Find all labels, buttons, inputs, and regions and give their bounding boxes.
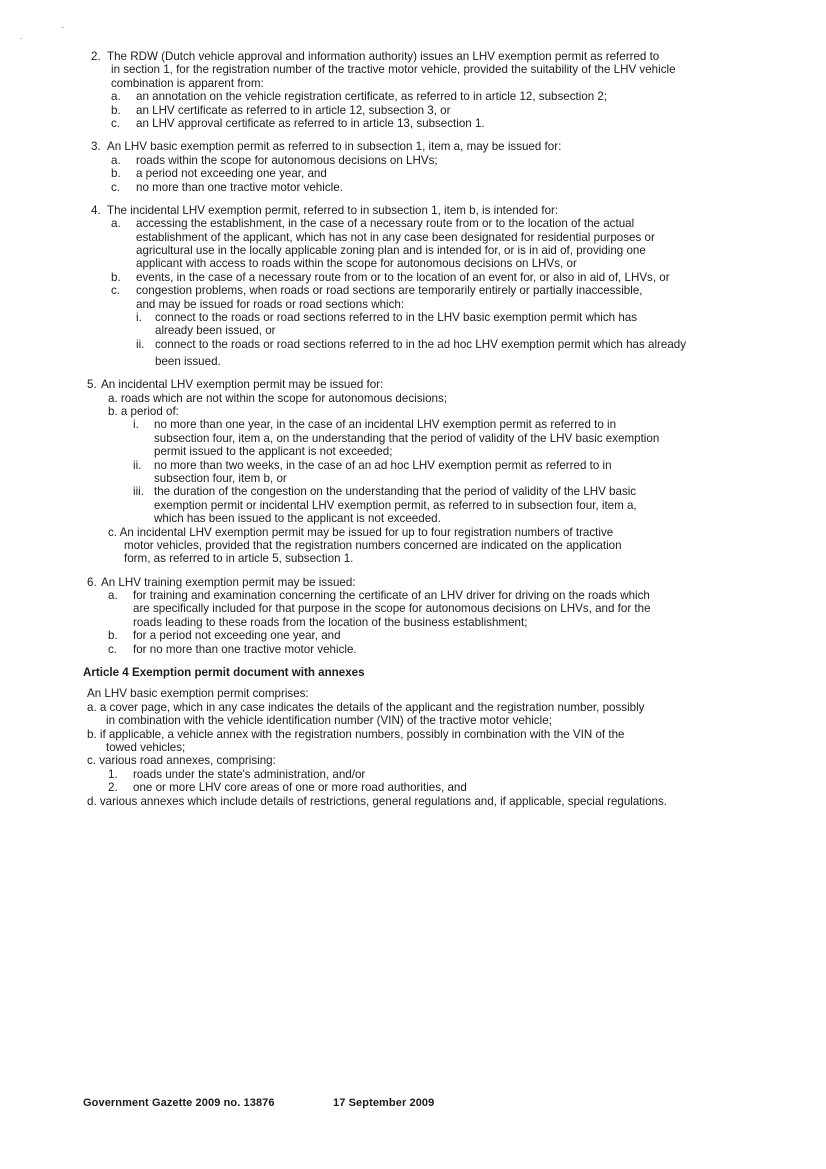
subitem-text: connect to the roads or road sections referred to in the ad hoc LHV exemption permit which has already bbox=[155, 337, 687, 351]
subitem-text: permit issued to the applicant is not exceeded; bbox=[154, 445, 393, 459]
subitem-marker: ii. bbox=[136, 337, 145, 351]
item-marker: a. bbox=[108, 589, 118, 603]
item-text: d. various annexes which include details of restrictions, general regulations and, if applicable, special regulations. bbox=[87, 794, 668, 808]
list-item bbox=[0, 90, 826, 103]
list-item bbox=[0, 167, 826, 180]
item-marker: b. bbox=[111, 270, 121, 284]
list-item bbox=[0, 643, 826, 656]
subitem-text: subsection four, item a, on the understanding that the period of validity of the LHV basic exemption bbox=[154, 431, 660, 445]
subsection-number: 3. bbox=[91, 140, 101, 154]
item-text: accessing the establishment, in the case of a necessary route from or to the location of the actual bbox=[136, 217, 635, 231]
subsection-number: 6. bbox=[87, 575, 97, 589]
item-marker: c. bbox=[111, 180, 121, 194]
list-item bbox=[0, 589, 826, 602]
item-text: roads under the state's administration, and/or bbox=[133, 767, 366, 781]
list-item bbox=[0, 271, 826, 284]
item-text: are specifically included for that purpose in the scope for autonomous decisions on LHVs, and for the bbox=[133, 602, 651, 616]
subitem-marker: iii. bbox=[133, 485, 144, 499]
subitem-text: already been issued, or bbox=[155, 324, 276, 338]
paragraph-line: An LHV basic exemption permit comprises: bbox=[87, 687, 309, 701]
subitem-text: exemption permit or incidental LHV exemption permit, as referred to in subsection four, item a, bbox=[154, 498, 637, 512]
item-marker: b. bbox=[111, 103, 121, 117]
item-text: c. various road annexes, comprising: bbox=[87, 754, 276, 768]
item-text: c. An incidental LHV exemption permit may be issued for up to four registration numbers of tractive bbox=[108, 525, 614, 539]
item-text: a. roads which are not within the scope for autonomous decisions; bbox=[108, 391, 447, 405]
item-marker: a. bbox=[111, 153, 121, 167]
paragraph-line: The incidental LHV exemption permit, referred to in subsection 1, item b, is intended for: bbox=[107, 203, 559, 217]
subsection-3 bbox=[0, 140, 826, 194]
subitem-text: connect to the roads or road sections referred to in the LHV basic exemption permit which has bbox=[155, 311, 638, 325]
sub-list-item bbox=[0, 311, 826, 324]
list-item bbox=[0, 104, 826, 117]
item-text: agricultural use in the locally applicable zoning plan and is intended for, or is in aid of, providing one bbox=[136, 244, 646, 258]
subitem-marker: ii. bbox=[133, 458, 142, 472]
item-text: establishment of the applicant, which has not in any case been designated for residential purposes or bbox=[136, 230, 655, 244]
item-marker: 1. bbox=[108, 767, 118, 781]
item-text: events, in the case of a necessary route from or to the location of an event for, or also in aid of, LHVs, or bbox=[136, 270, 670, 284]
list-item bbox=[0, 154, 826, 167]
sub-list-item bbox=[0, 418, 826, 431]
item-marker: a. bbox=[111, 90, 121, 104]
item-text: an LHV certificate as referred to in article 12, subsection 3, or bbox=[136, 103, 451, 117]
list-item bbox=[0, 284, 826, 297]
item-marker: 2. bbox=[108, 781, 118, 795]
paragraph-line: in section 1, for the registration number of the tractive motor vehicle, provided the suitability of the LHV vehicle bbox=[111, 63, 676, 77]
paragraph-line: An incidental LHV exemption permit may be issued for: bbox=[101, 378, 384, 392]
list-item bbox=[0, 117, 826, 130]
list-item bbox=[0, 181, 826, 194]
subitem-text: subsection four, item b, or bbox=[154, 471, 287, 485]
item-text: one or more LHV core areas of one or more road authorities, and bbox=[133, 781, 467, 795]
item-text: motor vehicles, provided that the registration numbers concerned are indicated on the application bbox=[124, 538, 622, 552]
sub-list-item bbox=[0, 485, 826, 498]
subsection-6 bbox=[0, 576, 826, 656]
paragraph-line: An LHV training exemption permit may be issued: bbox=[101, 575, 356, 589]
footer-date: 17 September 2009 bbox=[333, 1097, 435, 1109]
subsection-number: 2. bbox=[91, 50, 101, 63]
item-text: congestion problems, when roads or road sections are temporarily entirely or partially inaccessible, bbox=[136, 284, 643, 298]
article-heading: Article 4 Exemption permit document with annexes bbox=[83, 666, 365, 680]
item-text: roads within the scope for autonomous decisions on LHVs; bbox=[136, 153, 438, 167]
item-marker: c. bbox=[111, 116, 121, 130]
item-text: a period not exceeding one year, and bbox=[136, 167, 327, 181]
list-item bbox=[0, 629, 826, 642]
item-marker: c. bbox=[108, 642, 118, 656]
list-item bbox=[0, 781, 826, 794]
item-text: an annotation on the vehicle registration certificate, as referred to in article 12, subsection 2; bbox=[136, 90, 608, 104]
subitem-text: the duration of the congestion on the understanding that the period of validity of the LHV basic bbox=[154, 485, 637, 499]
item-text: for training and examination concerning the certificate of an LHV driver for driving on the roads which bbox=[133, 589, 650, 603]
item-marker: b. bbox=[108, 629, 118, 643]
item-text: b. if applicable, a vehicle annex with the registration numbers, possibly in combination with the VIN of the bbox=[87, 727, 625, 741]
subsection-number: 5. bbox=[87, 378, 97, 392]
subitem-text: no more than two weeks, in the case of an ad hoc LHV exemption permit as referred to in bbox=[154, 458, 612, 472]
sub-list-item bbox=[0, 338, 826, 351]
document-body bbox=[0, 50, 826, 808]
list-item bbox=[0, 768, 826, 781]
subitem-text: been issued. bbox=[155, 355, 221, 369]
item-text: b. a period of: bbox=[108, 404, 179, 418]
subsection-2 bbox=[0, 50, 826, 130]
item-text: applicant with access to roads within the scope for autonomous decisions on LHVs, or bbox=[136, 257, 577, 271]
subsection-number: 4. bbox=[91, 203, 101, 217]
scan-speck bbox=[62, 27, 64, 28]
subitem-marker: i. bbox=[136, 311, 142, 325]
subsection-4 bbox=[0, 204, 826, 368]
footer-publication: Government Gazette 2009 no. 13876 bbox=[83, 1097, 275, 1109]
item-marker: a. bbox=[111, 217, 121, 231]
item-marker: b. bbox=[111, 167, 121, 181]
paragraph-line: combination is apparent from: bbox=[111, 76, 264, 90]
item-text: an LHV approval certificate as referred to in article 13, subsection 1. bbox=[136, 116, 485, 130]
item-text: no more than one tractive motor vehicle. bbox=[136, 180, 343, 194]
subitem-text: which has been issued to the applicant is not exceeded. bbox=[154, 512, 441, 526]
item-text: for no more than one tractive motor vehicle. bbox=[133, 642, 357, 656]
item-text: roads leading to these roads from the location of the business establishment; bbox=[133, 615, 528, 629]
subsection-5 bbox=[0, 378, 826, 565]
subitem-marker: i. bbox=[133, 418, 139, 432]
item-text: in combination with the vehicle identification number (VIN) of the tractive motor vehicle; bbox=[106, 714, 552, 728]
item-text: a. a cover page, which in any case indicates the details of the applicant and the registration number, possibly bbox=[87, 700, 645, 714]
item-text: for a period not exceeding one year, and bbox=[133, 629, 341, 643]
sub-list-item bbox=[0, 459, 826, 472]
article-4 bbox=[0, 666, 826, 808]
subitem-text: no more than one year, in the case of an incidental LHV exemption permit as referred to in bbox=[154, 418, 617, 432]
list-item bbox=[0, 217, 826, 230]
item-text: and may be issued for roads or road sections which: bbox=[136, 297, 405, 311]
item-text: form, as referred to in article 5, subsection 1. bbox=[124, 552, 354, 566]
paragraph-line: The RDW (Dutch vehicle approval and information authority) issues an LHV exemption permit as referred to bbox=[107, 50, 660, 63]
scan-speck bbox=[20, 38, 22, 39]
item-text: towed vehicles; bbox=[106, 740, 186, 754]
paragraph-line: An LHV basic exemption permit as referred to in subsection 1, item a, may be issued for: bbox=[107, 140, 562, 154]
item-marker: c. bbox=[111, 284, 121, 298]
